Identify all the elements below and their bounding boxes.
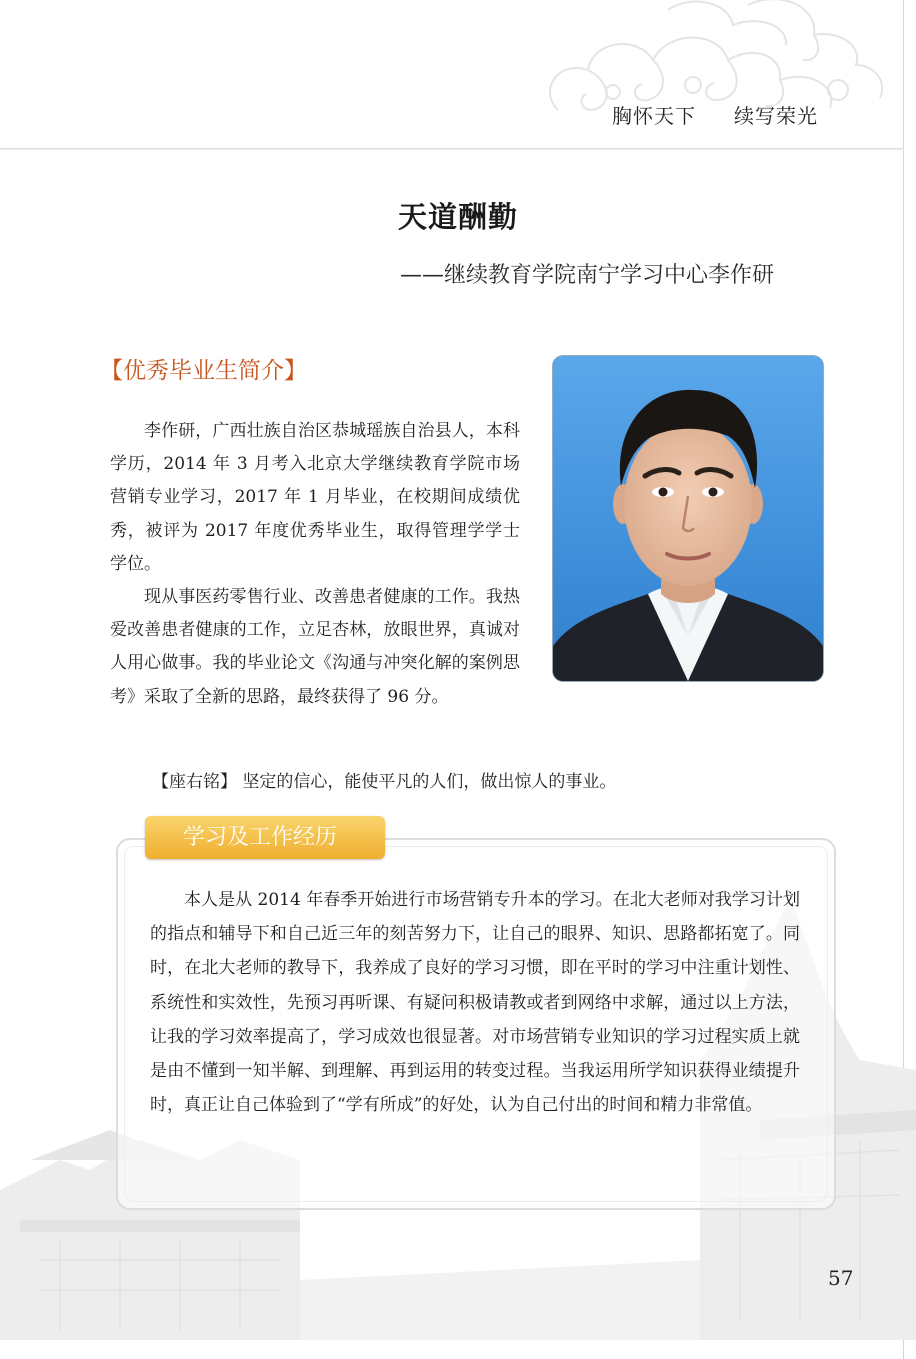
profile-bio xyxy=(110,415,520,714)
bio-paragraph: 李作研，广西壮族自治区恭城瑶族自治县人，本科学历，2014 年 3 月考入北京大学继续教育学院市场营销专业学习，2017 年 1 月毕业，在校期间成绩优秀，被评为 2017 年度优秀毕业生，取得管理学学士学位。 xyxy=(110,421,520,574)
header-motto-part1: 胸怀天下 xyxy=(612,104,696,128)
experience-text xyxy=(150,883,800,1122)
article-title: 天道酬勤 xyxy=(397,200,518,234)
header-motto xyxy=(612,100,872,129)
experience-tab: 学习及工作经历 xyxy=(145,816,385,859)
bio-paragraph: 现从事医药零售行业、改善患者健康的工作。我热爱改善患者健康的工作，立足杏林，放眼世界，真诚对人用心做事。我的毕业论文《沟通与冲突化解的案例思考》采取了全新的思路，最终获得了 96 分。 xyxy=(110,587,520,707)
motto-text: 坚定的信心，能使平凡的人们，做出惊人的事业。 xyxy=(242,772,617,792)
experience-paragraph: 本人是从 2014 年春季开始进行市场营销专升本的学习。在北大老师对我学习计划的指点和辅导下和自己近三年的刻苦努力下，让自己的眼界、知识、思路都拓宽了。同时，在北大老师的教导下，我养成了良好的学习习惯，即在平时的学习中注重计划性、系统性和实效性，先预习再听课、有疑问积极请教或者到网络中求解，通过以上方法，让我的学习效率提高了，学习成效也很显著。对市场营销专业知识的学习过程实质上就是由不懂到一知半解、到理解、再到运用的转变过程。当我运用所学知识获得业绩提升时，真正让自己体验到了“学有所成”的好处，认为自己付出的时间和精力非常值。 xyxy=(150,890,800,1116)
profile-heading: 【优秀毕业生简介】 xyxy=(100,358,307,384)
page-number: 57 xyxy=(828,1266,854,1290)
header-rule xyxy=(0,148,904,150)
article-subtitle: ——继续教育学院南宁学习中心李作研 xyxy=(400,263,775,288)
header-motto-part2: 续写荣光 xyxy=(734,104,818,128)
motto-line xyxy=(152,767,832,792)
portrait-photo xyxy=(553,356,823,681)
motto-label: 【座右铭】 xyxy=(152,772,237,792)
portrait-illustration xyxy=(553,356,823,681)
